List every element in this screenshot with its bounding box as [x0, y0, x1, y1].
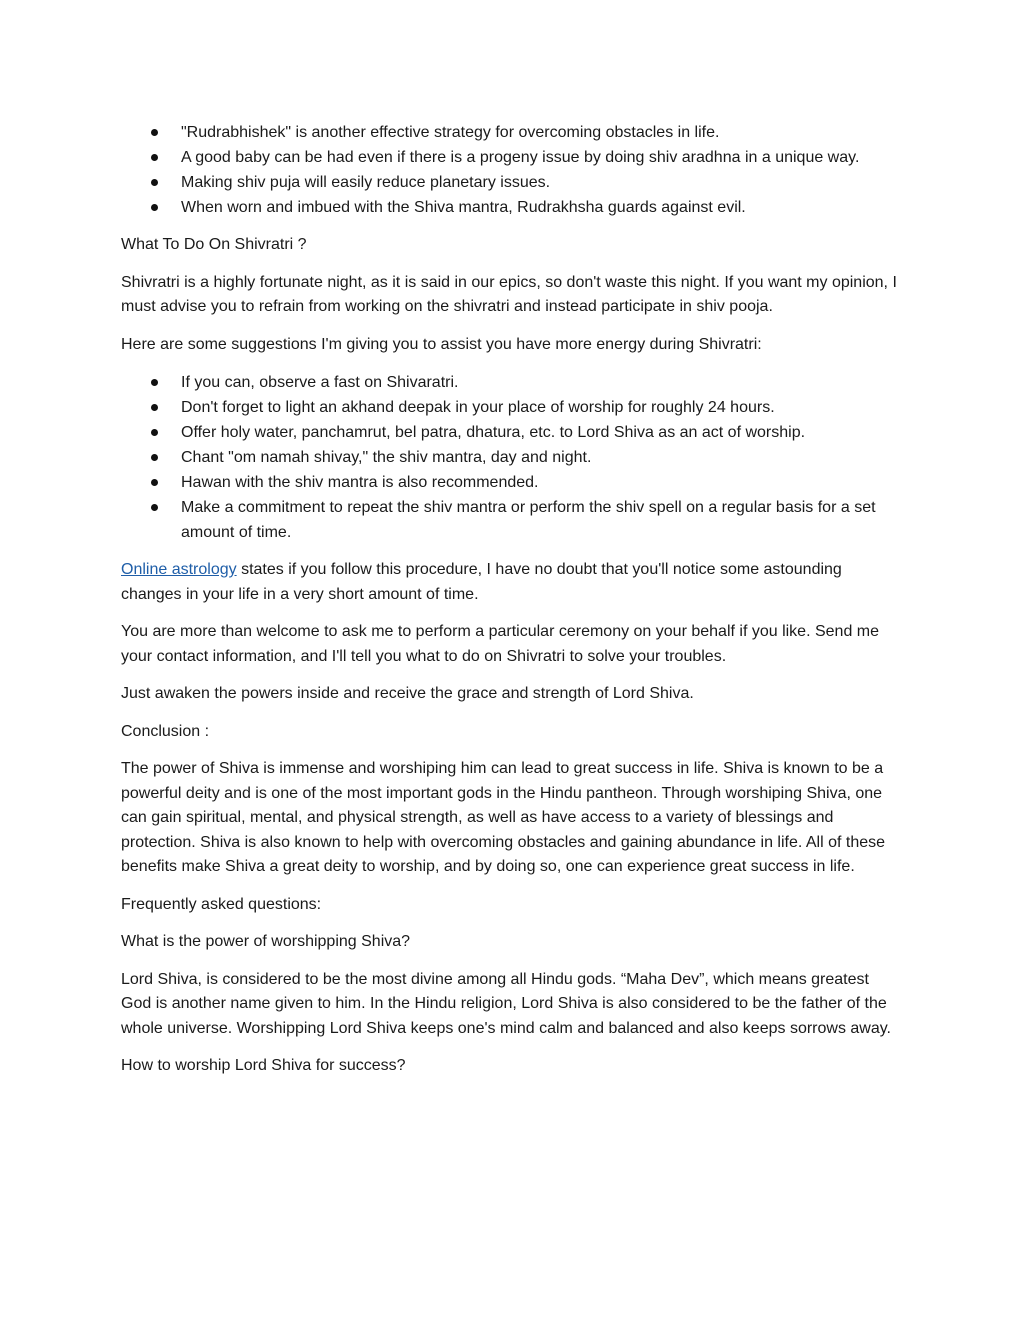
- heading-conclusion: Conclusion :: [121, 722, 210, 740]
- bullet-icon: [151, 379, 158, 386]
- list-item: [121, 495, 903, 545]
- paragraph-welcome: You are more than welcome to ask me to perform a particular ceremony on your behalf if you like. Send me your contact information, and I'll tell you what to do on Shivratri to solve your troubles.: [121, 623, 880, 665]
- paragraph-online-astrology: [121, 558, 903, 607]
- paragraph-fortunate-night: Shivratri is a highly fortunate night, as it is said in our epics, so don't waste this night. If you want my opinion, I must advise you to refrain from working on the shivratri and instead participate in shiv pooja.: [121, 273, 897, 315]
- list-item-text: If you can, observe a fast on Shivaratri.: [181, 374, 459, 391]
- bullet-icon: [151, 404, 158, 411]
- list-item: [121, 420, 903, 445]
- list-item-text: When worn and imbued with the Shiva mantra, Rudrakhsha guards against evil.: [181, 199, 746, 216]
- document-page: [121, 120, 903, 1092]
- bullet-icon: [151, 204, 158, 211]
- astrology-paragraph-text: states if you follow this procedure, I have no doubt that you'll notice some astounding changes in your life in a very short amount of time.: [121, 561, 842, 603]
- paragraph-conclusion: The power of Shiva is immense and worshiping him can lead to great success in life. Shiva is known to be a powerful deity and is one of the most important gods in the Hindu pantheon. Through worshiping Shiva, one can gain spiritual, mental, and physical strength, as well as have access to a variety of blessings and protection. Shiva is also known to help with overcoming obstacles and gaining abundance in life. All of these benefits make Shiva a great deity to worship, and by doing so, one can experience great success in life.: [121, 760, 886, 875]
- online-astrology-link[interactable]: Online astrology: [121, 561, 237, 578]
- faq-question: What is the power of worshipping Shiva?: [121, 933, 411, 950]
- list-item-text: Hawan with the shiv mantra is also recommended.: [181, 474, 539, 491]
- list-item-text: "Rudrabhishek" is another effective strategy for overcoming obstacles in life.: [181, 124, 720, 141]
- bullet-icon: [151, 429, 158, 436]
- list-item-text: A good baby can be had even if there is a progeny issue by doing shiv aradhna in a unique way.: [181, 149, 860, 166]
- list-item: [121, 370, 903, 395]
- bullet-icon: [151, 454, 158, 461]
- paragraph-awaken: Just awaken the powers inside and receive the grace and strength of Lord Shiva.: [121, 685, 694, 702]
- bullet-icon: [151, 504, 158, 511]
- bullet-icon: [151, 129, 158, 136]
- bullet-icon: [151, 179, 158, 186]
- list-item: [121, 145, 903, 170]
- list-item: [121, 470, 903, 495]
- list-item: [121, 195, 903, 220]
- list-item: [121, 445, 903, 470]
- faq-question: How to worship Lord Shiva for success?: [121, 1057, 406, 1074]
- list-item-text: Make a commitment to repeat the shiv mantra or perform the shiv spell on a regular basis for a set amount of time.: [181, 499, 876, 541]
- paragraph-suggestions-intro: Here are some suggestions I'm giving you to assist you have more energy during Shivratri:: [121, 335, 762, 353]
- heading-what-to-do: What To Do On Shivratri ?: [121, 236, 307, 253]
- benefits-list: [121, 120, 903, 220]
- list-item-text: Offer holy water, panchamrut, bel patra, dhatura, etc. to Lord Shiva as an act of worship.: [181, 424, 806, 441]
- faq-answer: Lord Shiva, is considered to be the most divine among all Hindu gods. “Maha Dev”, which means greatest God is another name given to him. In the Hindu religion, Lord Shiva is also considered to be the father of the whole universe. Worshipping Lord Shiva keeps one's mind calm and balanced and also keeps sorrows away.: [121, 970, 891, 1037]
- bullet-icon: [151, 154, 158, 161]
- list-item-text: Chant "om namah shivay," the shiv mantra, day and night.: [181, 449, 592, 466]
- heading-faq: Frequently asked questions:: [121, 895, 322, 913]
- list-item: [121, 395, 903, 420]
- bullet-icon: [151, 479, 158, 486]
- list-item: [121, 120, 903, 145]
- list-item: [121, 170, 903, 195]
- list-item-text: Don't forget to light an akhand deepak in your place of worship for roughly 24 hours.: [181, 399, 775, 416]
- list-item-text: Making shiv puja will easily reduce planetary issues.: [181, 174, 551, 191]
- suggestions-list: [121, 370, 903, 545]
